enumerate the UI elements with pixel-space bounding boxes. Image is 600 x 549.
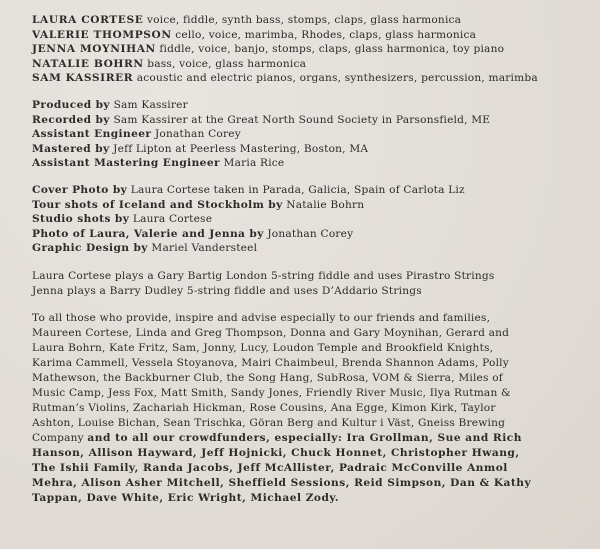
credit-role: Studio shots by [32,213,130,226]
credit-line [32,142,586,157]
musician-line [32,28,586,43]
credit-line [32,127,586,142]
credit-role: Tour shots of Iceland and Stockholm by [32,198,283,211]
credit-value: Natalie Bohrn [286,198,365,211]
thanks-line: To all those who provide, inspire and advise especially to our friends and families, [32,312,491,325]
crowdfunders-text: and to all our crowdfunders, especially: Ira Grollman, Sue and Rich [87,431,522,444]
musician-instruments: bass, voice, glass harmonica [147,57,307,70]
musician-name: SAM KASSIRER [32,72,134,85]
musician-line [32,42,586,57]
crowdfunders-line: Mehra, Alison Asher Mitchell, Sheffield Sessions, Reid Simpson, Dan & Kathy [32,476,532,489]
credit-value: Mariel Vandersteel [151,242,258,255]
credit-value: Jonathan Corey [154,128,241,141]
credit-value: Maria Rice [223,157,285,170]
musician-instruments: cello, voice, marimba, Rhodes, claps, glass harmonica [175,28,477,41]
credit-value: Jonathan Corey [267,227,354,240]
credit-role: Produced by [32,98,110,111]
credit-line [32,183,586,198]
musician-name: VALERIE THOMPSON [32,28,172,41]
thanks-text: Company [32,431,88,444]
credit-line [32,227,586,242]
thanks-line: Mathewson, the Backburner Club, the Song Hang, SubRosa, VOM & Sierra, Miles of [32,371,503,384]
thanks-line: Music Camp, Jess Fox, Matt Smith, Sandy Jones, Friendly River Music, Ilya Rutman & [32,386,511,399]
crowdfunders-line: The Ishii Family, Randa Jacobs, Jeff McAllister, Padraic McConville Anmol [32,461,508,474]
musician-instruments: fiddle, voice, banjo, stomps, claps, glass harmonica, toy piano [159,43,505,56]
thanks-line: Karima Cammell, Vessela Stoyanova, Mairi Chaimbeul, Brenda Shannon Adams, Polly [32,356,509,369]
thanks-line: Ashton, Louise Bichan, Sean Trischka, Göran Berg and Kultur i Väst, Gneiss Brewing [32,416,506,429]
musician-line [32,57,586,72]
musician-line [32,13,586,28]
crowdfunders-line: Hanson, Allison Hayward, Jeff Hojnicki, Chuck Honnet, Christopher Hwang, [32,446,520,459]
credit-role: Graphic Design by [32,242,148,255]
credit-role: Recorded by [32,113,110,126]
thank-you-paragraph [32,311,586,505]
credit-role: Assistant Engineer [32,128,152,141]
credit-line [32,198,586,213]
credit-line [32,98,586,113]
thanks-line: Maureen Cortese, Linda and Greg Thompson, Donna and Gary Moynihan, Gerard and [32,327,510,340]
instrument-note: Jenna plays a Barry Dudley 5-string fiddle and uses D’Addario Strings [32,284,422,297]
thanks-line: Rutman’s Violins, Zachariah Hickman, Rose Cousins, Ana Egge, Kimon Kirk, Taylor [32,401,496,414]
credit-role: Mastered by [32,142,110,155]
credit-line [32,241,586,256]
credit-line [32,113,586,128]
production-credits [32,98,586,171]
musician-instruments: acoustic and electric pianos, organs, synthesizers, percussion, marimba [136,72,538,85]
musician-name: NATALIE BOHRN [32,57,144,70]
credit-role: Assistant Mastering Engineer [32,157,220,170]
instrument-notes [32,269,586,298]
thanks-line: Laura Bohrn, Kate Fritz, Sam, Jonny, Lucy, Loudon Temple and Brookfield Knights, [32,342,494,354]
credit-value: Jeff Lipton at Peerless Mastering, Boston, MA [113,142,369,155]
musician-credits [32,13,586,86]
credit-value: Laura Cortese taken in Parada, Galicia, Spain of Carlota Liz [130,183,465,196]
musician-name: JENNA MOYNIHAN [32,43,156,56]
credit-value: Sam Kassirer [113,98,188,111]
musician-name: LAURA CORTESE [32,14,144,26]
thanks-line [32,431,586,446]
credit-line [32,212,586,227]
credit-role: Photo of Laura, Valerie and Jenna by [32,227,264,240]
credit-role: Cover Photo by [32,183,128,196]
credit-value: Laura Cortese [132,213,213,226]
credit-value: Sam Kassirer at the Great North Sound Society in Parsonsfield, ME [113,113,491,126]
instrument-note: Laura Cortese plays a Gary Bartig London 5-string fiddle and uses Pirastro Strings [32,269,495,282]
photo-credits [32,183,586,256]
crowdfunders-line: Tappan, Dave White, Eric Wright, Michael Zody. [32,491,340,504]
musician-instruments: voice, fiddle, synth bass, stomps, claps, glass harmonica [146,14,462,26]
credit-line [32,156,586,171]
musician-line [32,71,586,86]
